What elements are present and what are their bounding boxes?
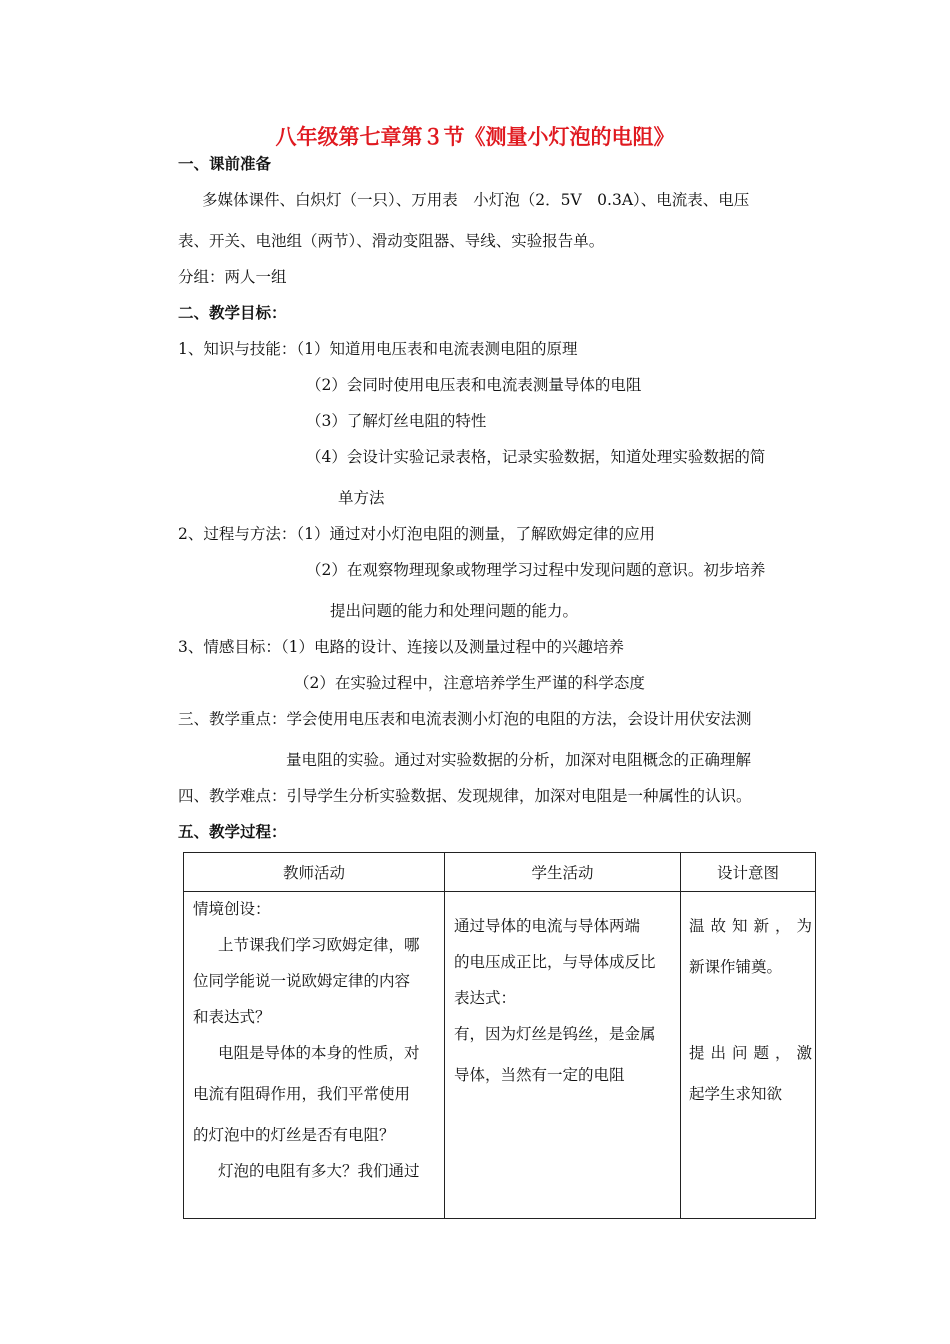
intent-line: 新课作铺奠。 (689, 958, 783, 976)
goal-process-2a: （2）在观察物理现象或物理学习过程中发现问题的意识。初步培养 (306, 561, 766, 579)
teacher-activity-cell (184, 892, 445, 1219)
goal-knowledge-4a: （4）会设计实验记录表格，记录实验数据，知道处理实验数据的简 (306, 448, 766, 466)
difficulty-line: 四、教学难点：引导学生分析实验数据、发现规律，加深对电阻是一种属性的认识。 (178, 787, 752, 805)
student-line: 有，因为灯丝是钨丝，是金属 (454, 1025, 656, 1043)
header-student-activity: 学生活动 (445, 853, 681, 892)
teacher-line: 情境创设： (193, 900, 271, 918)
goal-process-2b: 提出问题的能力和处理问题的能力。 (330, 602, 579, 620)
student-line: 表达式： (454, 989, 517, 1007)
teacher-line: 灯泡的电阻有多大？我们通过 (218, 1162, 420, 1180)
key-points-line2: 量电阻的实验。通过对实验数据的分析，加深对电阻概念的正确理解 (286, 751, 752, 769)
document-title: 八年级第七章第３节《测量小灯泡的电阻》 (275, 125, 675, 149)
prep-materials-line2: 表、开关、电池组（两节）、滑动变阻器、导线、实验报告单。 (178, 232, 605, 250)
header-design-intent: 设计意图 (681, 853, 816, 892)
teacher-line: 电阻是导体的本身的性质，对 (218, 1044, 420, 1062)
goal-knowledge-3: （3）了解灯丝电阻的特性 (306, 412, 487, 430)
goal-knowledge-2: （2）会同时使用电压表和电流表测量导体的电阻 (306, 376, 642, 394)
design-intent-cell (681, 892, 819, 1219)
goal-emotion-2: （2）在实验过程中，注意培养学生严谨的科学态度 (294, 674, 645, 692)
table-row (184, 892, 816, 1219)
teacher-line: 和表达式？ (193, 1008, 271, 1026)
teacher-line: 位同学能说一说欧姆定律的内容 (193, 972, 411, 990)
student-activity-cell (445, 892, 681, 1219)
table-header-row (184, 853, 816, 892)
teacher-line: 上节课我们学习欧姆定律，哪 (218, 936, 420, 954)
prep-materials-line1: 多媒体课件、白炽灯（一只）、万用表 小灯泡（2．5V 0.3A）、电流表、电压 (202, 191, 750, 209)
goal-process-1: 2、过程与方法：（1）通过对小灯泡电阻的测量，了解欧姆定律的应用 (178, 525, 655, 543)
student-line: 导体，当然有一定的电阻 (454, 1066, 625, 1084)
goals-heading: 二、教学目标： (178, 303, 287, 322)
intent-line: 起学生求知欲 (689, 1085, 783, 1103)
key-points-line1: 三、教学重点：学会使用电压表和电流表测小灯泡的电阻的方法，会设计用伏安法测 (178, 710, 752, 728)
header-teacher-activity: 教师活动 (184, 853, 445, 892)
student-line: 通过导体的电流与导体两端 (454, 917, 641, 935)
goal-emotion-1: 3、情感目标：（1）电路的设计、连接以及测量过程中的兴趣培养 (178, 638, 624, 656)
grouping-text: 分组：两人一组 (178, 268, 287, 286)
process-heading: 五、教学过程： (178, 822, 287, 841)
teaching-process-table (183, 852, 819, 1219)
intent-line: 温故知新，为 (689, 917, 819, 935)
intent-line: 提出问题，激 (689, 1044, 819, 1062)
teacher-line: 电流有阻碍作用，我们平常使用 (193, 1085, 411, 1103)
goal-knowledge-4b: 单方法 (338, 489, 385, 507)
teacher-line: 的灯泡中的灯丝是否有电阻？ (193, 1126, 395, 1144)
prep-heading: 一、课前准备 (178, 154, 272, 173)
student-line: 的电压成正比，与导体成反比 (454, 953, 656, 971)
goal-knowledge-1: 1、知识与技能：（1）知道用电压表和电流表测电阻的原理 (178, 340, 578, 358)
